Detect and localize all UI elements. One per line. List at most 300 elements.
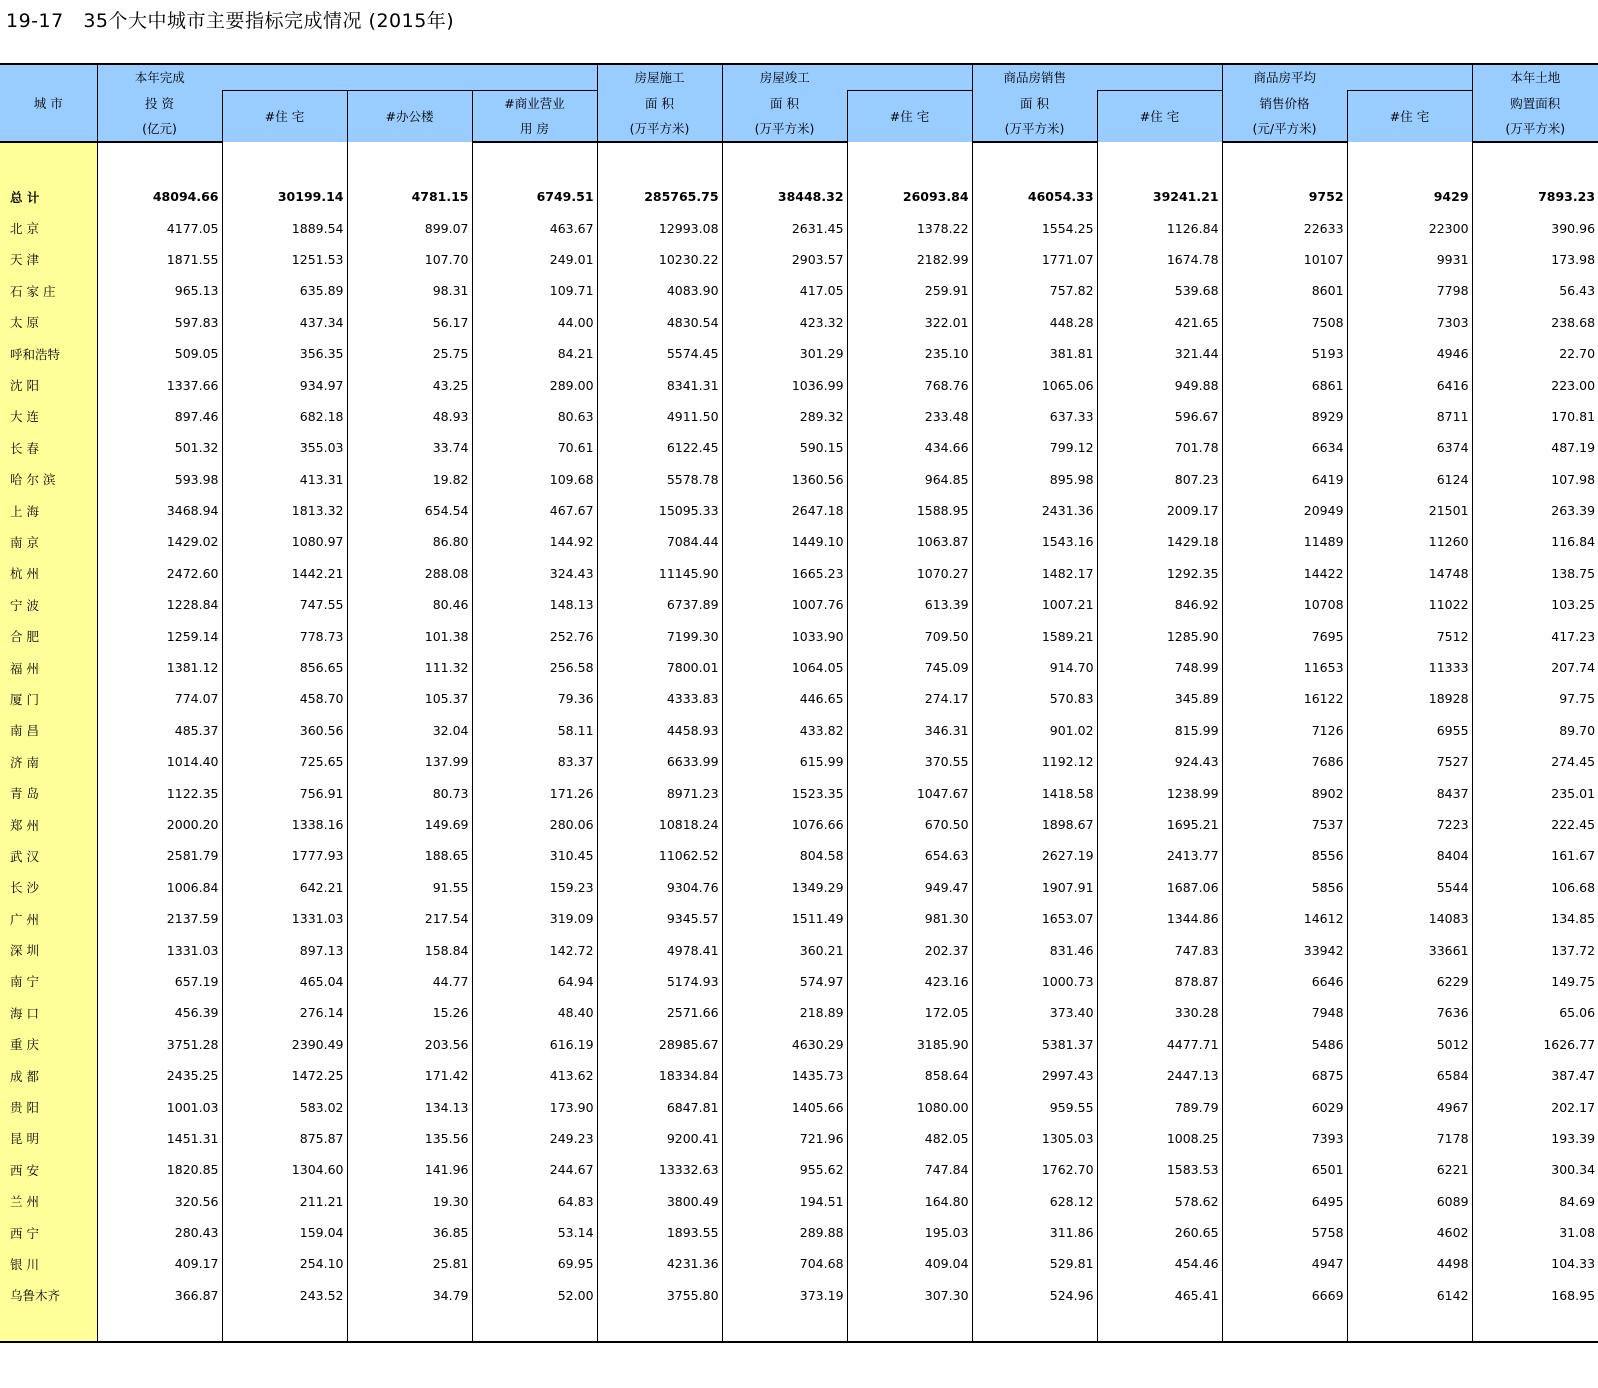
header-sales-line1: 商品房销售 [972,64,1097,91]
value-cell: 1871.55 [97,244,222,275]
value-cell: 2137.59 [97,903,222,934]
value-cell: 103.25 [1472,589,1598,620]
header-investment-line1: 本年完成 [97,64,222,91]
value-cell: 2000.20 [97,809,222,840]
value-cell: 135.56 [347,1123,472,1154]
blank-cell [1347,142,1472,181]
value-cell: 64.94 [472,966,597,997]
value-cell: 134.85 [1472,903,1598,934]
value-cell: 463.67 [472,212,597,243]
value-cell: 22300 [1347,212,1472,243]
value-cell: 46054.33 [972,181,1097,212]
header-land-line1: 本年土地 [1472,64,1598,91]
value-cell: 409.04 [847,1248,972,1279]
city-name: 重 庆 [0,1029,97,1060]
header-price-unit: (元/平方米) [1222,116,1347,142]
value-cell: 789.79 [1097,1091,1222,1122]
value-cell: 9931 [1347,244,1472,275]
blank-cell [0,142,97,181]
value-cell: 6419 [1222,464,1347,495]
value-cell: 9752 [1222,181,1347,212]
value-cell: 7948 [1222,997,1347,1028]
value-cell: 97.75 [1472,683,1598,714]
header-commercial-line2: 用 房 [472,116,597,142]
value-cell: 16122 [1222,683,1347,714]
value-cell: 5486 [1222,1029,1347,1060]
blank-cell [1472,142,1598,181]
city-name: 太 原 [0,307,97,338]
city-indicators-table [0,63,1598,1343]
blank-cell [97,1311,222,1342]
value-cell: 1033.90 [722,620,847,651]
value-cell: 7636 [1347,997,1472,1028]
table-row [0,683,1598,714]
value-cell: 4947 [1222,1248,1347,1279]
value-cell: 4630.29 [722,1029,847,1060]
value-cell: 1418.58 [972,777,1097,808]
value-cell: 421.65 [1097,307,1222,338]
value-cell: 721.96 [722,1123,847,1154]
value-cell: 1192.12 [972,746,1097,777]
value-cell: 345.89 [1097,683,1222,714]
value-cell: 188.65 [347,840,472,871]
value-cell: 33942 [1222,934,1347,965]
value-cell: 79.36 [472,683,597,714]
value-cell: 704.68 [722,1248,847,1279]
blank-cell [222,142,347,181]
value-cell: 7084.44 [597,526,722,557]
value-cell: 628.12 [972,1186,1097,1217]
blank-cell [972,1311,1097,1342]
value-cell: 465.41 [1097,1280,1222,1311]
value-cell: 223.00 [1472,369,1598,400]
value-cell: 1349.29 [722,872,847,903]
city-name: 大 连 [0,401,97,432]
header-residential: #住 宅 [222,91,347,143]
table-row [0,809,1598,840]
value-cell: 11022 [1347,589,1472,620]
value-cell: 1080.00 [847,1091,972,1122]
value-cell: 137.99 [347,746,472,777]
value-cell: 9304.76 [597,872,722,903]
value-cell: 981.30 [847,903,972,934]
value-cell: 65.06 [1472,997,1598,1028]
value-cell: 6584 [1347,1060,1472,1091]
value-cell: 434.66 [847,432,972,463]
value-cell: 43.25 [347,369,472,400]
value-cell: 6737.89 [597,589,722,620]
value-cell: 1820.85 [97,1154,222,1185]
header-completed-unit: (万平方米) [722,116,847,142]
city-name: 总 计 [0,181,97,212]
value-cell: 747.83 [1097,934,1222,965]
table-row [0,1060,1598,1091]
value-cell: 116.84 [1472,526,1598,557]
value-cell: 1381.12 [97,652,222,683]
value-cell: 1451.31 [97,1123,222,1154]
header-investment-line2: 投 资 [97,91,222,117]
value-cell: 26093.84 [847,181,972,212]
value-cell: 747.84 [847,1154,972,1185]
value-cell: 4333.83 [597,683,722,714]
value-cell: 875.87 [222,1123,347,1154]
value-cell: 149.69 [347,809,472,840]
value-cell: 91.55 [347,872,472,903]
value-cell: 701.78 [1097,432,1222,463]
value-cell: 1000.73 [972,966,1097,997]
blank-cell [597,1311,722,1342]
value-cell: 360.21 [722,934,847,965]
header-construction-line1: 房屋施工 [597,64,722,91]
table-row [0,401,1598,432]
value-cell: 3755.80 [597,1280,722,1311]
value-cell: 725.65 [222,746,347,777]
value-cell: 965.13 [97,275,222,306]
value-cell: 583.02 [222,1091,347,1122]
value-cell: 4911.50 [597,401,722,432]
value-cell: 897.46 [97,401,222,432]
value-cell: 539.68 [1097,275,1222,306]
value-cell: 171.26 [472,777,597,808]
value-cell: 1070.27 [847,558,972,589]
value-cell: 7893.23 [1472,181,1598,212]
header-office: #办公楼 [347,91,472,143]
value-cell: 9429 [1347,181,1472,212]
value-cell: 465.04 [222,966,347,997]
value-cell: 33661 [1347,934,1472,965]
table-row [0,746,1598,777]
city-name: 长 沙 [0,872,97,903]
value-cell: 235.01 [1472,777,1598,808]
value-cell: 202.37 [847,934,972,965]
value-cell: 6955 [1347,715,1472,746]
value-cell: 437.34 [222,307,347,338]
value-cell: 101.38 [347,620,472,651]
value-cell: 1523.35 [722,777,847,808]
value-cell: 15095.33 [597,495,722,526]
value-cell: 249.23 [472,1123,597,1154]
header-price-span [1347,64,1472,91]
value-cell: 524.96 [972,1280,1097,1311]
value-cell: 596.67 [1097,401,1222,432]
blank-cell [347,142,472,181]
value-cell: 25.81 [347,1248,472,1279]
value-cell: 4781.15 [347,181,472,212]
table-row [0,777,1598,808]
value-cell: 12993.08 [597,212,722,243]
value-cell: 32.04 [347,715,472,746]
value-cell: 80.46 [347,589,472,620]
value-cell: 1626.77 [1472,1029,1598,1060]
value-cell: 657.19 [97,966,222,997]
value-cell: 171.42 [347,1060,472,1091]
blank-cell [972,142,1097,181]
value-cell: 1898.67 [972,809,1097,840]
value-cell: 804.58 [722,840,847,871]
value-cell: 330.28 [1097,997,1222,1028]
value-cell: 1583.53 [1097,1154,1222,1185]
value-cell: 44.77 [347,966,472,997]
value-cell: 487.19 [1472,432,1598,463]
value-cell: 417.05 [722,275,847,306]
value-cell: 2571.66 [597,997,722,1028]
value-cell: 80.63 [472,401,597,432]
value-cell: 289.32 [722,401,847,432]
value-cell: 831.46 [972,934,1097,965]
value-cell: 8711 [1347,401,1472,432]
value-cell: 413.62 [472,1060,597,1091]
value-cell: 1304.60 [222,1154,347,1185]
city-name: 银 川 [0,1248,97,1279]
blank-cell [722,142,847,181]
value-cell: 109.71 [472,275,597,306]
value-cell: 4458.93 [597,715,722,746]
value-cell: 1305.03 [972,1123,1097,1154]
city-name: 上 海 [0,495,97,526]
value-cell: 56.43 [1472,275,1598,306]
value-cell: 1076.66 [722,809,847,840]
value-cell: 1228.84 [97,589,222,620]
table-row [0,1280,1598,1311]
value-cell: 1008.25 [1097,1123,1222,1154]
value-cell: 5174.93 [597,966,722,997]
table-row [0,307,1598,338]
value-cell: 211.21 [222,1186,347,1217]
total-row [0,181,1598,212]
value-cell: 501.32 [97,432,222,463]
value-cell: 5544 [1347,872,1472,903]
value-cell: 593.98 [97,464,222,495]
value-cell: 8437 [1347,777,1472,808]
value-cell: 7695 [1222,620,1347,651]
header-completed-line1: 房屋竣工 [722,64,847,91]
page-title: 19-17 35个大中城市主要指标完成情况 (2015年) [6,10,455,32]
blank-cell [472,1311,597,1342]
value-cell: 381.81 [972,338,1097,369]
value-cell: 1006.84 [97,872,222,903]
blank-cell [1222,1311,1347,1342]
value-cell: 1007.76 [722,589,847,620]
value-cell: 1344.86 [1097,903,1222,934]
value-cell: 7199.30 [597,620,722,651]
value-cell: 202.17 [1472,1091,1598,1122]
value-cell: 320.56 [97,1186,222,1217]
value-cell: 4083.90 [597,275,722,306]
value-cell: 897.13 [222,934,347,965]
value-cell: 53.14 [472,1217,597,1248]
city-name: 济 南 [0,746,97,777]
value-cell: 289.00 [472,369,597,400]
value-cell: 1001.03 [97,1091,222,1122]
value-cell: 98.31 [347,275,472,306]
value-cell: 259.91 [847,275,972,306]
value-cell: 14083 [1347,903,1472,934]
header-price-line2: 销售价格 [1222,91,1347,117]
value-cell: 1064.05 [722,652,847,683]
value-cell: 1047.67 [847,777,972,808]
city-name: 沈 阳 [0,369,97,400]
value-cell: 58.11 [472,715,597,746]
value-cell: 28985.67 [597,1029,722,1060]
table-row [0,966,1598,997]
blank-cell [1347,1311,1472,1342]
value-cell: 104.33 [1472,1248,1598,1279]
value-cell: 2631.45 [722,212,847,243]
city-name: 西 安 [0,1154,97,1185]
value-cell: 1338.16 [222,809,347,840]
value-cell: 1292.35 [1097,558,1222,589]
value-cell: 249.01 [472,244,597,275]
value-cell: 15.26 [347,997,472,1028]
value-cell: 799.12 [972,432,1097,463]
table-row [0,464,1598,495]
value-cell: 2182.99 [847,244,972,275]
value-cell: 207.74 [1472,652,1598,683]
header-land-line2: 购置面积 [1472,91,1598,117]
header-construction-line2: 面 积 [597,91,722,117]
value-cell: 6229 [1347,966,1472,997]
value-cell: 597.83 [97,307,222,338]
value-cell: 1907.91 [972,872,1097,903]
value-cell: 158.84 [347,934,472,965]
value-cell: 637.33 [972,401,1097,432]
value-cell: 1482.17 [972,558,1097,589]
city-name: 呼和浩特 [0,338,97,369]
value-cell: 263.39 [1472,495,1598,526]
value-cell: 10107 [1222,244,1347,275]
spacer-row [0,142,1598,181]
value-cell: 144.92 [472,526,597,557]
value-cell: 89.70 [1472,715,1598,746]
value-cell: 346.31 [847,715,972,746]
value-cell: 18928 [1347,683,1472,714]
value-cell: 2581.79 [97,840,222,871]
header-price-line1: 商品房平均 [1222,64,1347,91]
value-cell: 3800.49 [597,1186,722,1217]
value-cell: 7800.01 [597,652,722,683]
header-completed-residential: #住 宅 [847,91,972,143]
value-cell: 48.93 [347,401,472,432]
value-cell: 10818.24 [597,809,722,840]
value-cell: 955.62 [722,1154,847,1185]
value-cell: 149.75 [1472,966,1598,997]
value-cell: 8556 [1222,840,1347,871]
table-row [0,1029,1598,1060]
end-spacer-row [0,1311,1598,1342]
value-cell: 8971.23 [597,777,722,808]
value-cell: 448.28 [972,307,1097,338]
value-cell: 1429.02 [97,526,222,557]
value-cell: 895.98 [972,464,1097,495]
value-cell: 7223 [1347,809,1472,840]
blank-cell [97,142,222,181]
value-cell: 1449.10 [722,526,847,557]
value-cell: 10708 [1222,589,1347,620]
table-row [0,903,1598,934]
value-cell: 1259.14 [97,620,222,651]
value-cell: 1554.25 [972,212,1097,243]
value-cell: 11333 [1347,652,1472,683]
value-cell: 355.03 [222,432,347,463]
value-cell: 48.40 [472,997,597,1028]
value-cell: 1511.49 [722,903,847,934]
city-name: 昆 明 [0,1123,97,1154]
value-cell: 1126.84 [1097,212,1222,243]
city-name: 贵 阳 [0,1091,97,1122]
value-cell: 148.13 [472,589,597,620]
value-cell: 217.54 [347,903,472,934]
value-cell: 1435.73 [722,1060,847,1091]
value-cell: 6124 [1347,464,1472,495]
value-cell: 1331.03 [97,934,222,965]
value-cell: 756.91 [222,777,347,808]
value-cell: 924.43 [1097,746,1222,777]
value-cell: 1442.21 [222,558,347,589]
table-row [0,652,1598,683]
value-cell: 159.23 [472,872,597,903]
value-cell: 2009.17 [1097,495,1222,526]
value-cell: 22633 [1222,212,1347,243]
value-cell: 360.56 [222,715,347,746]
value-cell: 319.09 [472,903,597,934]
blank-cell [472,142,597,181]
value-cell: 321.44 [1097,338,1222,369]
value-cell: 6495 [1222,1186,1347,1217]
value-cell: 1122.35 [97,777,222,808]
table-row [0,997,1598,1028]
value-cell: 173.90 [472,1091,597,1122]
value-cell: 274.45 [1472,746,1598,777]
value-cell: 300.34 [1472,1154,1598,1185]
header-sales-unit: (万平方米) [972,116,1097,142]
value-cell: 949.47 [847,872,972,903]
value-cell: 222.45 [1472,809,1598,840]
city-name: 广 州 [0,903,97,934]
value-cell: 1238.99 [1097,777,1222,808]
value-cell: 48094.66 [97,181,222,212]
value-cell: 56.17 [347,307,472,338]
value-cell: 356.35 [222,338,347,369]
value-cell: 8404 [1347,840,1472,871]
value-cell: 233.48 [847,401,972,432]
value-cell: 370.55 [847,746,972,777]
city-name: 海 口 [0,997,97,1028]
blank-cell [847,142,972,181]
value-cell: 7126 [1222,715,1347,746]
value-cell: 33.74 [347,432,472,463]
header-land-unit: (万平方米) [1472,116,1598,142]
header-completed-span [847,64,972,91]
value-cell: 203.56 [347,1029,472,1060]
value-cell: 635.89 [222,275,347,306]
value-cell: 3751.28 [97,1029,222,1060]
blank-cell [1097,1311,1222,1342]
value-cell: 7512 [1347,620,1472,651]
value-cell: 423.16 [847,966,972,997]
value-cell: 244.67 [472,1154,597,1185]
value-cell: 446.65 [722,683,847,714]
blank-cell [347,1311,472,1342]
value-cell: 193.39 [1472,1123,1598,1154]
value-cell: 390.96 [1472,212,1598,243]
header-city: 城 市 [0,64,97,142]
table-row [0,1091,1598,1122]
city-name: 厦 门 [0,683,97,714]
value-cell: 9200.41 [597,1123,722,1154]
value-cell: 7798 [1347,275,1472,306]
table-row [0,338,1598,369]
value-cell: 38448.32 [722,181,847,212]
